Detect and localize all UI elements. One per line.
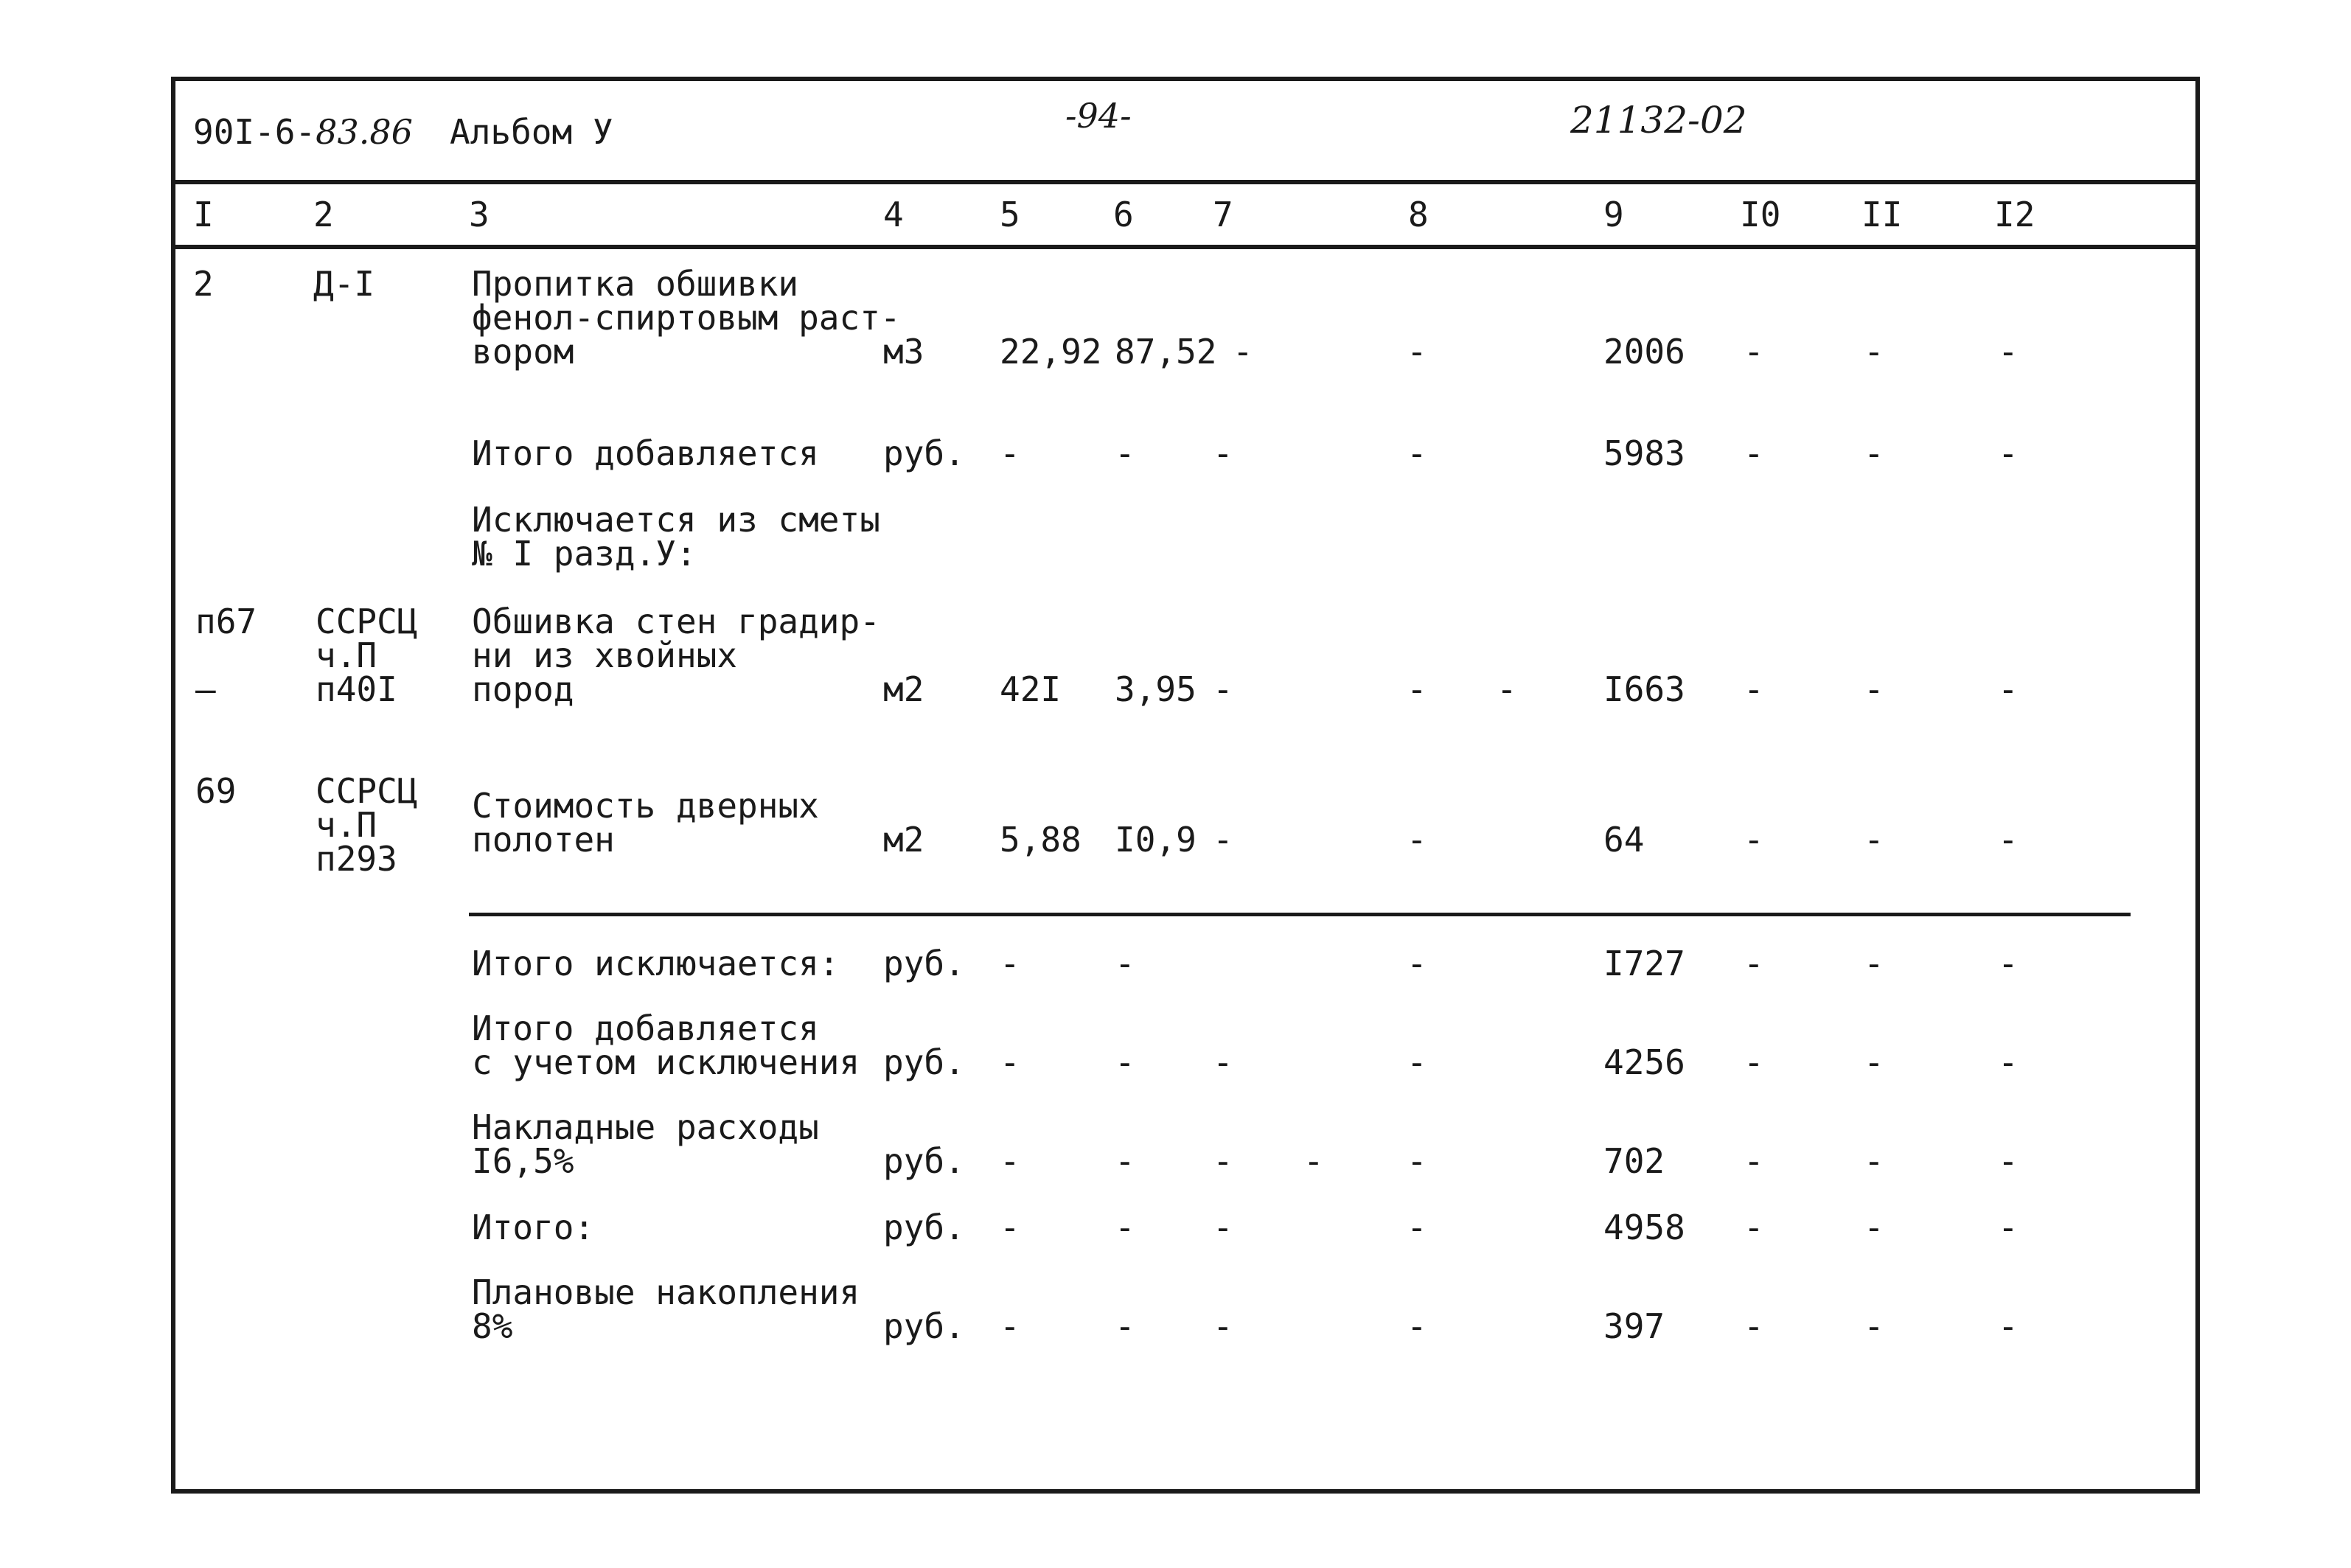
cell-unit: руб. (883, 1141, 965, 1181)
cell-col12: - (1998, 1042, 2019, 1082)
cell-desc: I6,5% (472, 1141, 574, 1181)
cell-col12: - (1998, 820, 2019, 860)
cell-desc: вором (472, 332, 574, 372)
cell-total: 702 (1603, 1141, 1665, 1181)
cell-desc: фенол-спиртовым раст- (472, 298, 901, 338)
cell-qty: - (1000, 1141, 1020, 1181)
cell-col12: - (1998, 1208, 2019, 1247)
cell-ref: п40I (316, 669, 397, 709)
cell-desc: Плановые накопления (472, 1272, 860, 1312)
cell-col8: - (1407, 1141, 1427, 1181)
cell-unit: руб. (883, 1042, 965, 1082)
album-label: Альбом У (450, 112, 613, 152)
cell-price: 87,52 (1115, 332, 1217, 372)
cell-col8: - (1407, 1208, 1427, 1247)
cell-col7: - (1213, 1042, 1233, 1082)
cell-col11: - (1864, 944, 1884, 983)
cell-unit: руб. (883, 944, 965, 983)
cell-qty: 5,88 (1000, 820, 1082, 860)
cell-unit: руб. (883, 1306, 965, 1346)
cell-col11: - (1864, 1208, 1884, 1247)
cell-desc: Итого: (472, 1208, 595, 1247)
cell-desc: Итого исключается: (472, 944, 840, 983)
cell-unit: руб. (883, 1208, 965, 1247)
cell-col10: - (1744, 669, 1764, 709)
cell-price: 3,95 (1115, 669, 1197, 709)
cell-total: I663 (1603, 669, 1685, 709)
cell-total: 4958 (1603, 1208, 1685, 1247)
cell-col11: - (1864, 433, 1884, 473)
cell-col12: - (1998, 433, 2019, 473)
cell-price: - (1115, 1042, 1135, 1082)
cell-price: - (1115, 1306, 1135, 1346)
cell-unit: м3 (883, 332, 924, 372)
cell-col8: - (1407, 944, 1427, 983)
cell-col7: - (1213, 669, 1233, 709)
cell-desc: Пропитка обшивки (472, 264, 799, 304)
column-header: 7 (1213, 195, 1233, 234)
cell-desc: Накладные расходы (472, 1107, 819, 1147)
column-header-rule (171, 245, 2200, 249)
cell-desc: полотен (472, 820, 615, 860)
column-header: II (1861, 195, 1903, 234)
cell-qty: - (1000, 433, 1020, 473)
subtotal-rule (469, 913, 2131, 916)
cell-col8: - (1407, 433, 1427, 473)
cell-ref: п293 (316, 839, 397, 879)
cell-ref: ч.П (316, 805, 377, 845)
cell-total: 5983 (1603, 433, 1685, 473)
cell-unit: м2 (883, 820, 924, 860)
cell-total: 64 (1603, 820, 1645, 860)
cell-desc: Итого добавляется (472, 433, 819, 473)
cell-col8-extra: - (1407, 669, 1427, 709)
cell-col10: - (1744, 1042, 1764, 1082)
cell-col7: - (1213, 1141, 1233, 1181)
doc-code (193, 112, 413, 152)
column-header: I0 (1740, 195, 1781, 234)
cell-col10: - (1744, 1208, 1764, 1247)
doc-code-handwritten: 83.86 (316, 112, 413, 152)
cell-col7: - (1213, 820, 1233, 860)
cell-col11: - (1864, 1141, 1884, 1181)
cell-number: п67 (195, 602, 257, 641)
doc-number: 21132-02 (1570, 99, 1747, 142)
cell-price: - (1115, 944, 1135, 983)
cell-col8: - (1407, 1042, 1427, 1082)
cell-col12: - (1998, 944, 2019, 983)
cell-col12: - (1998, 1306, 2019, 1346)
column-header: 6 (1113, 195, 1134, 234)
column-header: 2 (313, 195, 334, 234)
cell-col10: - (1744, 433, 1764, 473)
cell-total: 397 (1603, 1306, 1665, 1346)
cell-unit: м2 (883, 669, 924, 709)
cell-col10: - (1744, 820, 1764, 860)
cell-col12: - (1998, 669, 2019, 709)
cell-price: - (1115, 1208, 1135, 1247)
cell-col7: - (1233, 332, 1253, 372)
cell-qty: - (1000, 944, 1020, 983)
cell-total: 4256 (1603, 1042, 1685, 1082)
cell-total: 2006 (1603, 332, 1685, 372)
cell-unit: руб. (883, 433, 965, 473)
cell-ref: ССРСЦ (316, 771, 418, 811)
cell-qty: 42I (1000, 669, 1062, 709)
cell-price: I0,9 (1115, 820, 1197, 860)
cell-desc: Исключается из сметы (472, 500, 880, 540)
column-header: 3 (469, 195, 490, 234)
cell-desc: Итого добавляется (472, 1008, 819, 1048)
cell-number-dash: — (195, 669, 216, 709)
column-header: I (193, 195, 214, 234)
cell-col7-extra: - (1303, 1141, 1324, 1181)
cell-desc: № I разд.У: (472, 534, 697, 574)
cell-qty: - (1000, 1208, 1020, 1247)
cell-desc: с учетом исключения (472, 1042, 860, 1082)
cell-col8: - (1407, 1306, 1427, 1346)
cell-col12: - (1998, 332, 2019, 372)
cell-ref: ССРСЦ (316, 602, 418, 641)
cell-ref: ч.П (316, 635, 377, 675)
cell-col10: - (1744, 332, 1764, 372)
cell-price: - (1115, 433, 1135, 473)
cell-desc: 8% (472, 1306, 513, 1346)
cell-price: - (1115, 1141, 1135, 1181)
cell-col7: - (1213, 1208, 1233, 1247)
page-number: -94- (1065, 96, 1132, 136)
cell-desc: Стоимость дверных (472, 786, 819, 826)
cell-col11: - (1864, 1306, 1884, 1346)
cell-desc: Обшивка стен градир- (472, 602, 880, 641)
column-header: 4 (883, 195, 904, 234)
cell-col11: - (1864, 820, 1884, 860)
doc-code-prefix: 90I-6- (193, 112, 316, 152)
cell-col11: - (1864, 669, 1884, 709)
cell-col8: - (1497, 669, 1517, 709)
cell-col10: - (1744, 1306, 1764, 1346)
cell-total: I727 (1603, 944, 1685, 983)
cell-qty: 22,92 (1000, 332, 1102, 372)
cell-col7: - (1213, 433, 1233, 473)
column-header: 5 (1000, 195, 1020, 234)
cell-qty: - (1000, 1306, 1020, 1346)
cell-col11: - (1864, 332, 1884, 372)
cell-col7: - (1213, 1306, 1233, 1346)
cell-ref: Д-I (313, 264, 375, 304)
cell-qty: - (1000, 1042, 1020, 1082)
cell-col12: - (1998, 1141, 2019, 1181)
column-header: 8 (1408, 195, 1429, 234)
header-rule (171, 180, 2200, 184)
cell-desc: пород (472, 669, 574, 709)
cell-col11: - (1864, 1042, 1884, 1082)
column-header: 9 (1603, 195, 1624, 234)
cell-number: 2 (193, 264, 214, 304)
cell-number: 69 (195, 771, 237, 811)
cell-col10: - (1744, 1141, 1764, 1181)
cell-col10: - (1744, 944, 1764, 983)
cell-col8: - (1407, 820, 1427, 860)
cell-desc: ни из хвойных (472, 635, 738, 675)
cell-col8: - (1407, 332, 1427, 372)
column-header: I2 (1994, 195, 2035, 234)
